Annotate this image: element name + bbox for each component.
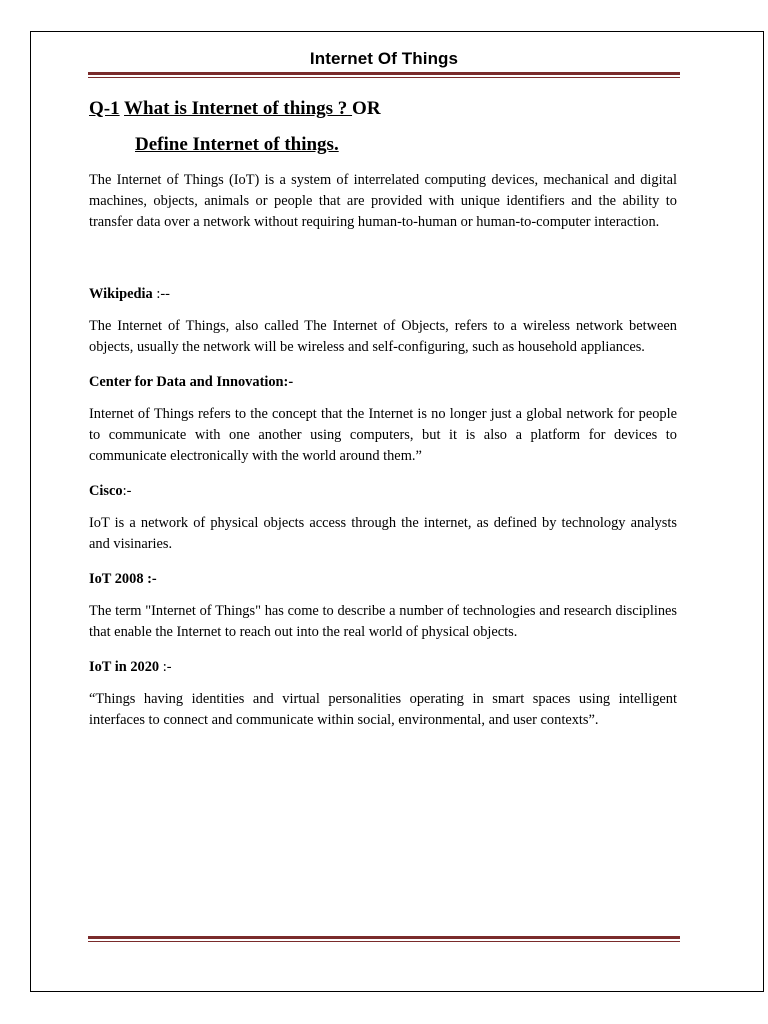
section-label-wikipedia: Wikipedia :-- <box>89 286 170 302</box>
document-body <box>89 96 677 731</box>
question-text: What is Internet of things ? <box>124 98 353 119</box>
intro-paragraph: The Internet of Things (IoT) is a system of interrelated computing devices, mechanical and digital machines, objects, animals or people that are provided with unique identifiers and the ability to transfer data over a network without requiring human-to-human or human-to-computer interaction. <box>89 172 677 230</box>
header-title: Internet Of Things <box>309 49 459 68</box>
footer-rule <box>88 936 680 942</box>
question-number: Q-1 <box>89 98 120 119</box>
section-text-cisco: IoT is a network of physical objects access through the internet, as defined by technology analysts and visinaries. <box>89 515 677 552</box>
header-rule <box>88 72 680 78</box>
section-label-cisco: Cisco:- <box>89 483 132 499</box>
section-text-iot-2020: “Things having identities and virtual personalities operating in smart spaces using intelligent interfaces to connect and communicate within social, environmental, and user contexts”. <box>89 691 677 728</box>
question-heading <box>89 96 677 122</box>
section-text-center: Internet of Things refers to the concept that the Internet is no longer just a global network for people to communicate with one another using computers, but it is also a platform for devices to communicate electronically with the world around them.” <box>89 406 677 464</box>
question-alt-heading: Define Internet of things. <box>135 134 339 155</box>
section-label-center: Center for Data and Innovation:- <box>89 374 294 390</box>
section-label-iot-2008: IoT 2008 :- <box>89 571 157 587</box>
section-text-wikipedia: The Internet of Things, also called The Internet of Objects, refers to a wireless network between objects, usually the network will be wireless and self-configuring, such as household appliances. <box>89 318 677 355</box>
section-text-iot-2008: The term "Internet of Things" has come to describe a number of technologies and research disciplines that enable the Internet to reach out into the real world of physical objects. <box>89 603 677 640</box>
question-or: OR <box>352 98 381 119</box>
section-label-iot-2020: IoT in 2020 :- <box>89 659 172 675</box>
